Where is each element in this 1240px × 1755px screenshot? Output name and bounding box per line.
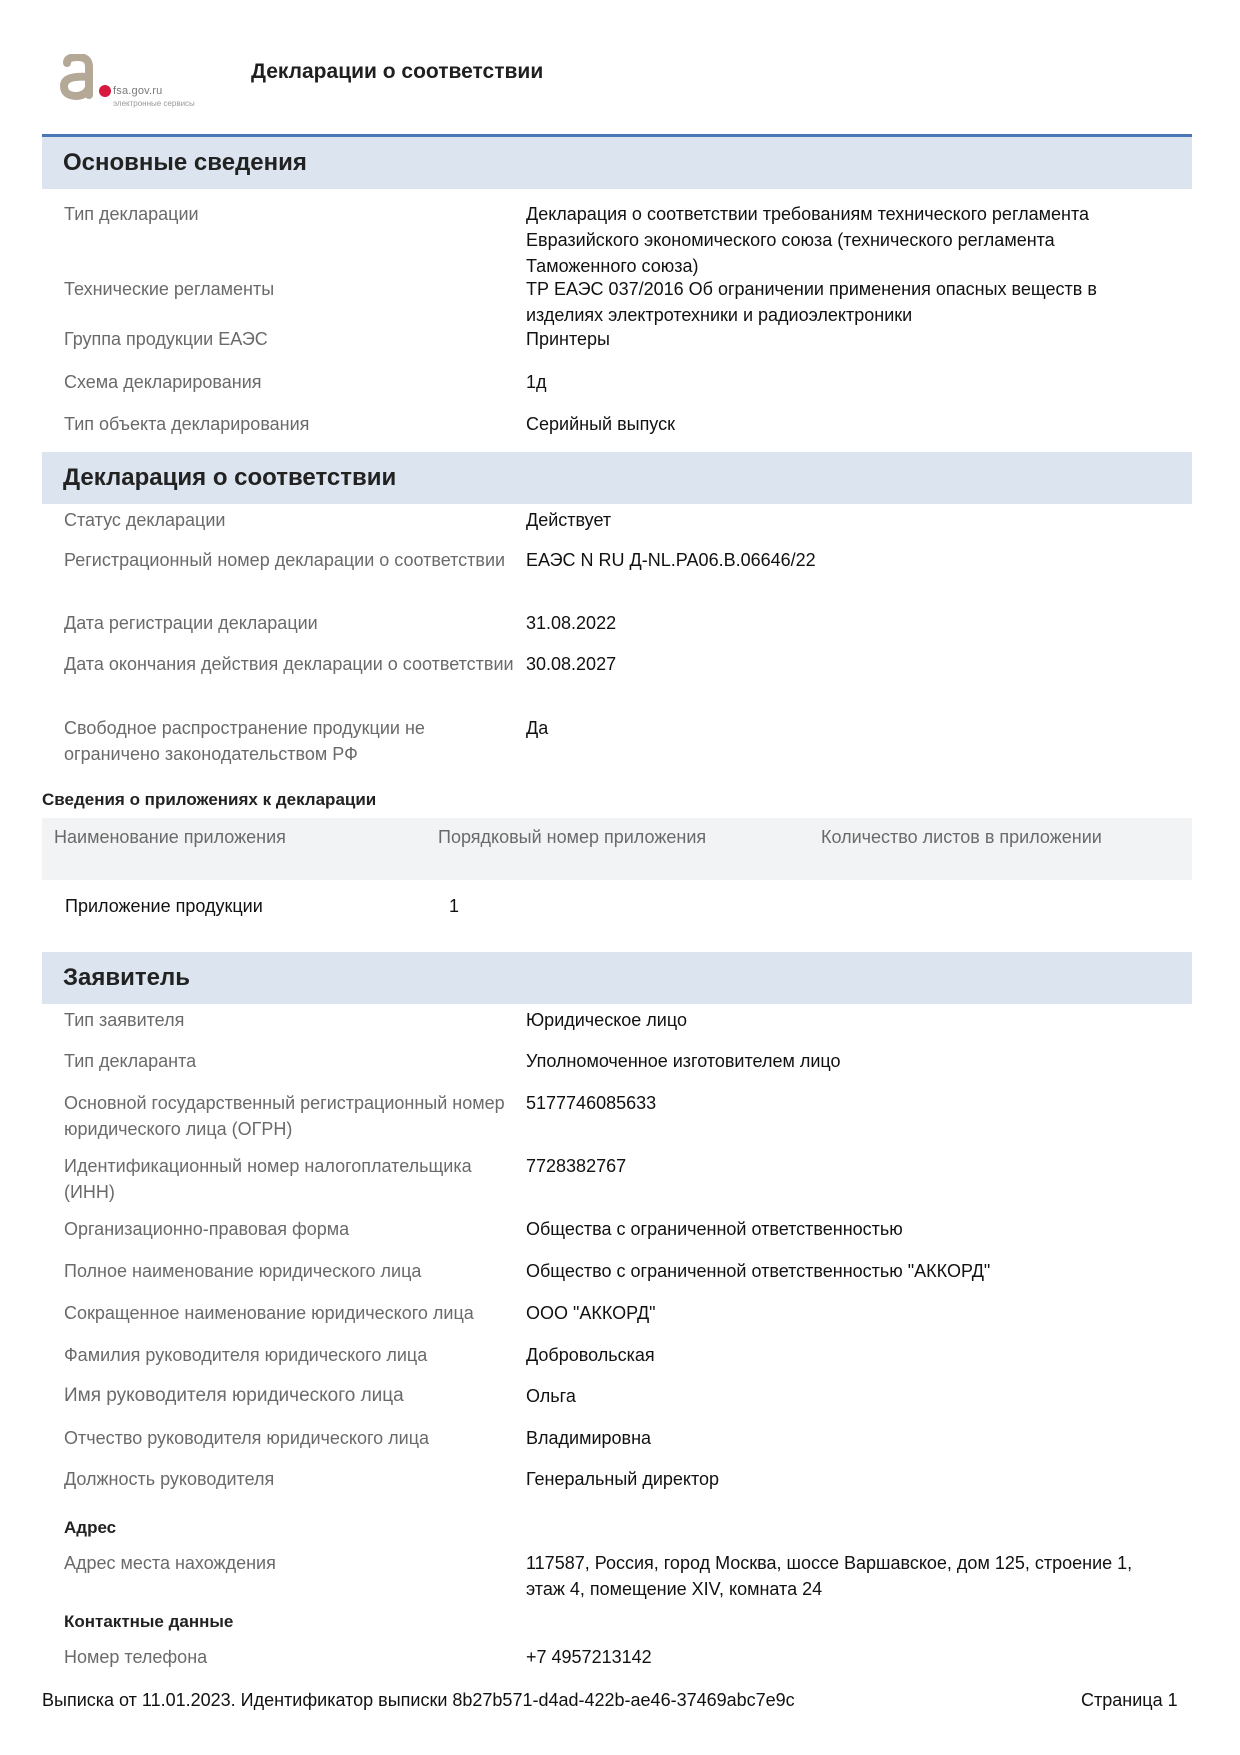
- footer-extract-info: Выписка от 11.01.2023. Идентификатор выписки 8b27b571-d4ad-422b-ae46-37469abc7e9c: [42, 1690, 795, 1710]
- page-title: Декларации о соответствии: [251, 60, 544, 83]
- field-value: 1д: [526, 372, 547, 392]
- field-label: Фамилия руководителя юридического лица: [64, 1345, 428, 1365]
- field-label: Тип объекта декларирования: [64, 414, 310, 434]
- logo-dot-icon: [98, 84, 112, 98]
- field-label: Технические регламенты: [64, 279, 275, 299]
- field-label: Организационно-правовая форма: [64, 1219, 350, 1239]
- field-value: Общество с ограниченной ответственностью "АККОРД": [526, 1261, 991, 1281]
- column-header: Количество листов в приложении: [821, 827, 1102, 847]
- field-label: Дата регистрации декларации: [64, 613, 318, 633]
- logo-domain: fsa.gov.ru: [113, 85, 163, 97]
- field-value: Добровольская: [526, 1345, 655, 1365]
- section-title: Основные сведения: [63, 149, 307, 176]
- footer-page-number: Страница 1: [1081, 1690, 1178, 1710]
- address-subheading: Адрес: [64, 1518, 117, 1537]
- field-label: Схема декларирования: [64, 372, 262, 392]
- fsa-logo-mark-icon: [58, 54, 100, 100]
- field-value: Генеральный директор: [526, 1469, 720, 1489]
- field-label: Тип декларации: [64, 204, 199, 224]
- field-label: Идентификационный номер налогоплательщика (ИНН): [64, 1156, 472, 1202]
- section-title: Заявитель: [63, 964, 190, 991]
- field-value: Серийный выпуск: [526, 414, 675, 434]
- section-declaration-header: [42, 452, 1192, 504]
- field-value: 117587, Россия, город Москва, шоссе Варшавское, дом 125, строение 1, этаж 4, помещение XIV, комната 24: [526, 1553, 1133, 1599]
- logo-subtitle: электронные сервисы: [113, 99, 195, 108]
- field-value: +7 4957213142: [526, 1647, 652, 1667]
- field-label: Номер телефона: [64, 1647, 208, 1667]
- field-label: Статус декларации: [64, 510, 226, 530]
- field-value: 5177746085633: [526, 1093, 657, 1113]
- fsa-logo: [58, 54, 208, 114]
- field-label: Полное наименование юридического лица: [64, 1261, 422, 1281]
- field-value: Декларация о соответствии требованиям технического регламента Евразийского экономического союза (технического регламента Таможенного союза): [526, 204, 1090, 276]
- field-value: Общества с ограниченной ответственностью: [526, 1219, 903, 1239]
- attachments-table-header: [42, 818, 1192, 880]
- column-header: Наименование приложения: [54, 827, 286, 847]
- field-label: Должность руководителя: [64, 1469, 275, 1489]
- contacts-subheading: Контактные данные: [64, 1612, 234, 1631]
- field-value: 7728382767: [526, 1156, 627, 1176]
- field-value: 31.08.2022: [526, 613, 617, 633]
- attachment-number: 1: [449, 896, 460, 916]
- field-label: Основной государственный регистрационный номер юридического лица (ОГРН): [64, 1093, 505, 1139]
- field-value: Владимировна: [526, 1428, 652, 1448]
- field-value: ООО "АККОРД": [526, 1303, 656, 1323]
- section-basic-header: [42, 137, 1192, 189]
- field-value: Юридическое лицо: [526, 1010, 687, 1030]
- attachment-name: Приложение продукции: [65, 896, 263, 916]
- field-value: ЕАЭС N RU Д-NL.РА06.В.06646/22: [526, 550, 816, 570]
- section-title: Декларация о соответствии: [63, 464, 397, 491]
- field-label: Имя руководителя юридического лица: [64, 1385, 404, 1406]
- field-label: Отчество руководителя юридического лица: [64, 1428, 430, 1448]
- field-value: ТР ЕАЭС 037/2016 Об ограничении применения опасных веществ в изделиях электротехники и радиоэлектроники: [526, 279, 1097, 325]
- field-value: Да: [526, 718, 549, 738]
- field-value: 30.08.2027: [526, 654, 617, 674]
- field-value: Принтеры: [526, 329, 610, 349]
- field-label: Сокращенное наименование юридического лица: [64, 1303, 474, 1323]
- field-value: Действует: [526, 510, 612, 530]
- attachments-title: Сведения о приложениях к декларации: [42, 790, 377, 809]
- field-value: Уполномоченное изготовителем лицо: [526, 1051, 841, 1071]
- field-value: Ольга: [526, 1386, 576, 1406]
- section-applicant-header: [42, 952, 1192, 1004]
- field-label: Дата окончания действия декларации о соответствии: [64, 654, 514, 674]
- field-label: Адрес места нахождения: [64, 1553, 276, 1573]
- field-label: Тип заявителя: [64, 1010, 185, 1030]
- column-header: Порядковый номер приложения: [438, 827, 707, 847]
- field-label: Свободное распространение продукции не ограничено законодательством РФ: [64, 718, 425, 764]
- field-label: Группа продукции ЕАЭС: [64, 329, 268, 349]
- field-label: Регистрационный номер декларации о соответствии: [64, 550, 506, 570]
- field-label: Тип декларанта: [64, 1051, 197, 1071]
